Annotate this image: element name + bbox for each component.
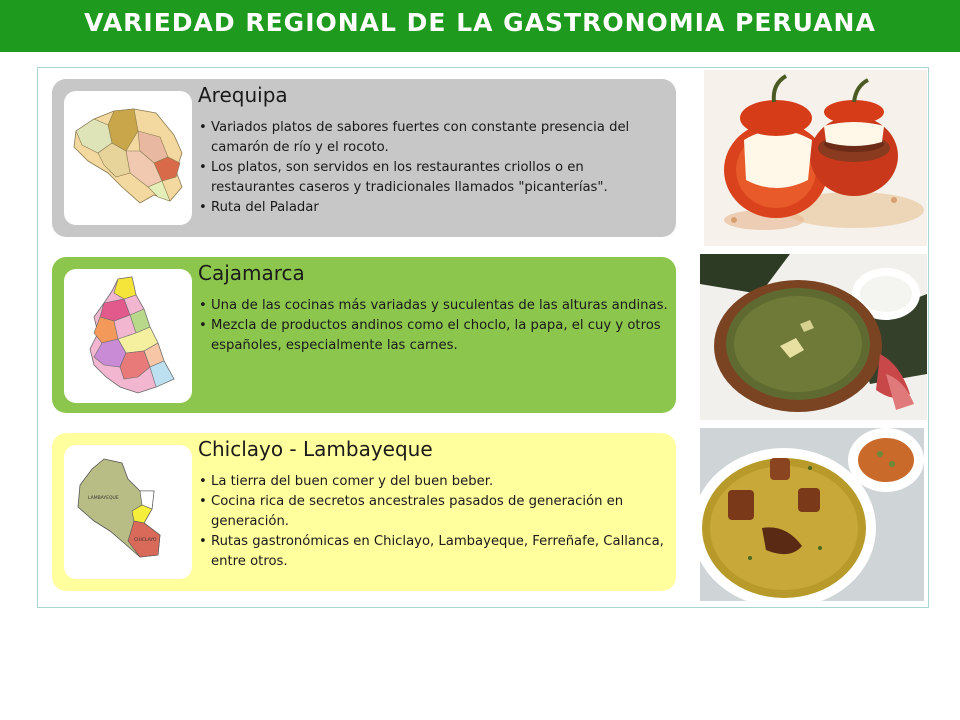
bullet-item: • Mezcla de productos andinos como el choclo, la papa, el cuy y otros españoles, especialmente las carnes. — [198, 316, 668, 356]
region-title: Arequipa — [198, 83, 288, 107]
bullet-item: • Una de las cocinas más variadas y suculentas de las alturas andinas. — [198, 296, 668, 316]
bullet-list — [198, 472, 668, 572]
bullet-item: • Ruta del Paladar — [198, 198, 668, 218]
rocoto-relleno-photo — [704, 70, 927, 246]
lambayeque-map-icon — [64, 445, 192, 579]
cajamarca-map-icon — [64, 269, 192, 403]
bullet-item: • La tierra del buen comer y del buen beber. — [198, 472, 668, 492]
region-card-arequipa — [52, 79, 676, 237]
title-bar — [0, 0, 960, 52]
map-label-chiclayo: CHICLAYO — [134, 538, 157, 543]
bullet-item: • Rutas gastronómicas en Chiclayo, Lambayeque, Ferreñafe, Callanca, entre otros. — [198, 532, 668, 572]
bullet-item: • Variados platos de sabores fuertes con constante presencia del camarón de río y el rocoto. — [198, 118, 668, 158]
region-card-chiclayo-lambayeque — [52, 433, 676, 591]
arequipa-map — [64, 91, 192, 225]
duck-stew-photo — [700, 428, 924, 601]
bullet-item: • Los platos, son servidos en los restaurantes criollos o en restaurantes caseros y tradicionales llamados "picanterías". — [198, 158, 668, 198]
arequipa-map-icon — [64, 91, 192, 225]
green-soup-photo — [700, 254, 927, 420]
region-card-cajamarca — [52, 257, 676, 413]
region-title: Chiclayo - Lambayeque — [198, 437, 433, 461]
cajamarca-map — [64, 269, 192, 403]
bullet-list — [198, 118, 668, 218]
page-title: VARIEDAD REGIONAL DE LA GASTRONOMIA PERUANA — [84, 8, 876, 37]
map-label-lambayeque: LAMBAYEQUE — [88, 496, 119, 501]
bullet-item: • Cocina rica de secretos ancestrales pasados de generación en generación. — [198, 492, 668, 532]
region-title: Cajamarca — [198, 261, 305, 285]
lambayeque-map — [64, 445, 192, 579]
bullet-list — [198, 296, 668, 356]
